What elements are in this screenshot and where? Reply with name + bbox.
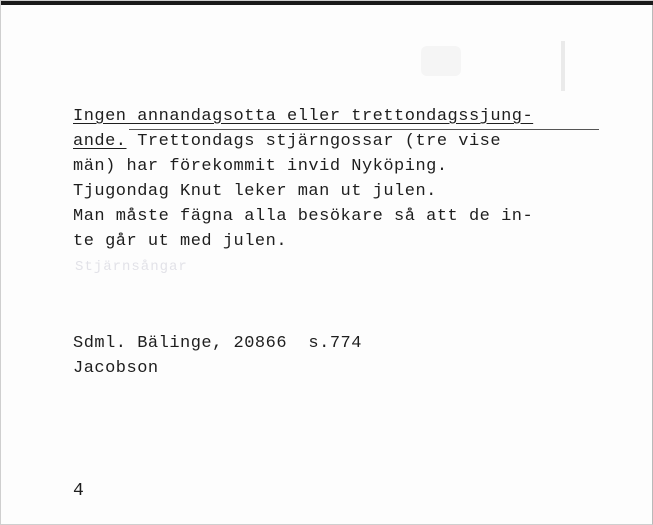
faint-stamp-mark (421, 46, 461, 76)
faint-bleed-mark (561, 41, 565, 91)
body-line-2 (73, 129, 633, 154)
reference-line: Sdml. Bälinge, 20866 s.774 (73, 334, 362, 353)
source-reference (73, 331, 362, 381)
body-line-2-start: ande. (73, 132, 127, 151)
ghost-text: Stjärnsångar (75, 259, 188, 275)
page-number: 4 (73, 481, 84, 501)
card-top-edge (1, 1, 653, 5)
body-line-6: te går ut med julen. (73, 232, 288, 251)
author-line: Jacobson (73, 359, 159, 378)
body-line-5: Man måste fägna alla besökare så att de in- (73, 207, 534, 226)
body-line-2-rest: Trettondags stjärngossar (tre vise (126, 132, 502, 151)
underline-rule (129, 129, 599, 130)
body-line-4: Tjugondag Knut leker man ut julen. (73, 182, 437, 201)
body-line-1: Ingen annandagsotta eller trettondagssjung- (73, 107, 534, 126)
body-line-3: män) har förekommit invid Nyköping. (73, 157, 448, 176)
card-body-text (73, 104, 633, 254)
